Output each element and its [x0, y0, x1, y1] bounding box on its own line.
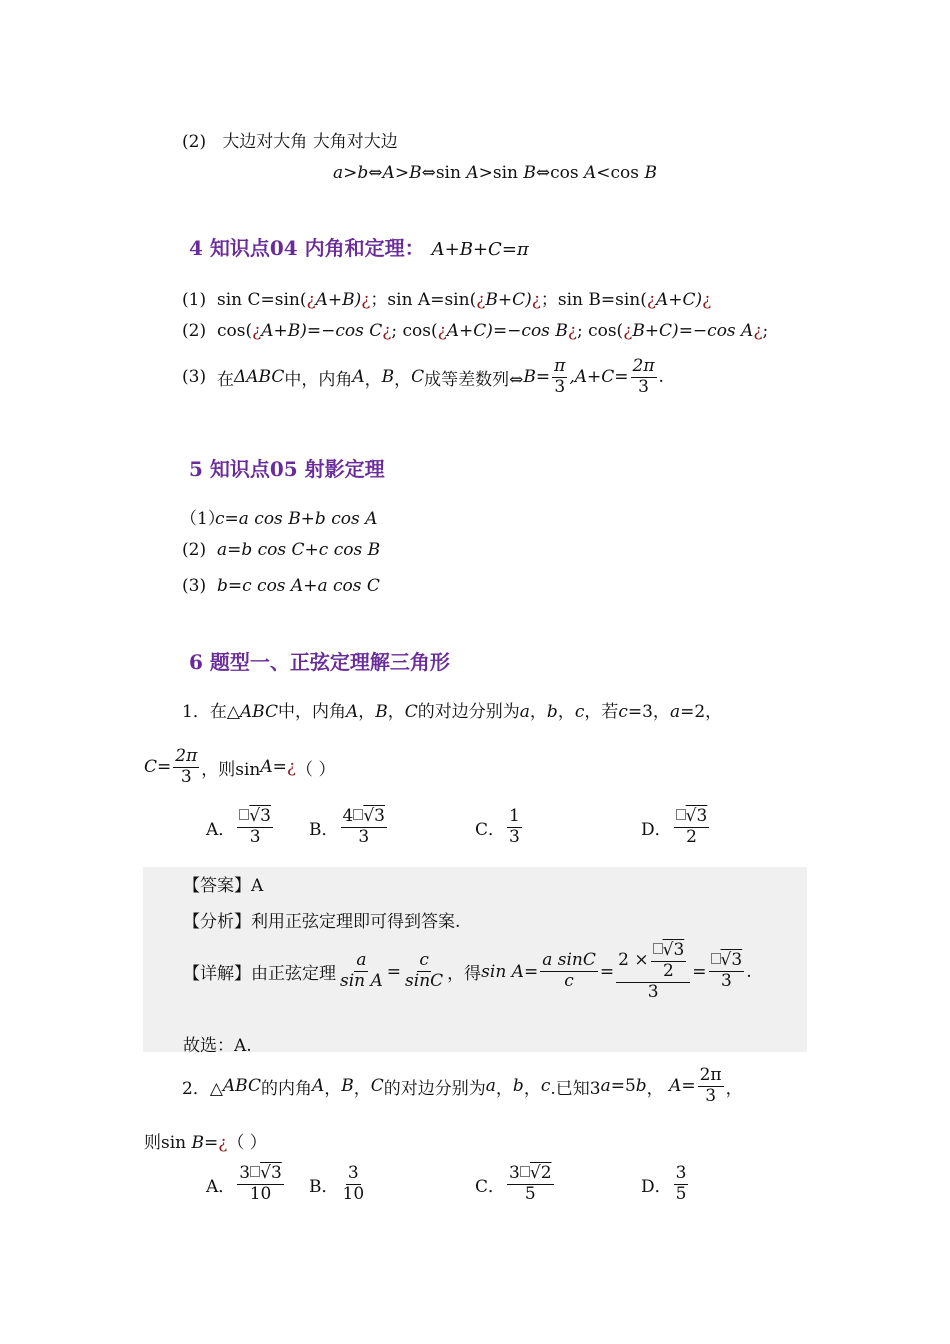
unknown-glyph: ¿: [286, 757, 297, 778]
denominator: 10: [249, 1183, 272, 1204]
unknown-glyph: ¿: [702, 290, 712, 310]
option-label: C．: [475, 1176, 506, 1197]
unknown-glyph: ¿: [252, 321, 262, 341]
text: ，: [646, 1078, 664, 1099]
heading-text: 6 题型一、正弦定理解三角形: [189, 650, 450, 674]
formula-part: ; cos(: [391, 321, 438, 341]
triangle-name: ΔABC: [234, 367, 285, 388]
fraction: [338, 952, 385, 991]
formula-part: A+B): [315, 290, 362, 310]
coefficient: 3: [239, 1163, 251, 1183]
unknown-glyph: ¿: [476, 290, 486, 310]
numerator: √3: [674, 808, 710, 828]
numerator: 2π: [175, 746, 198, 766]
text: =3，: [627, 702, 670, 722]
text: =2，: [680, 702, 723, 722]
heading-text: 5 知识点05 射影定理: [189, 457, 385, 481]
text: .: [746, 961, 752, 982]
formula-part: ⇔: [535, 163, 551, 183]
q1-option-a[interactable]: [206, 808, 275, 847]
section-heading-6: [189, 646, 450, 675]
numerator: a: [356, 950, 367, 971]
var: A: [345, 702, 359, 722]
conclusion-text: 故选：A.: [183, 1036, 252, 1056]
radicand: 3: [673, 940, 685, 960]
q1-option-b[interactable]: [309, 808, 389, 847]
fraction: [651, 942, 687, 981]
text: ，则sin: [201, 759, 261, 780]
unknown-glyph: ¿: [306, 290, 316, 310]
formula-part: A=: [669, 1076, 696, 1097]
text: 【详解】由正弦定理: [183, 964, 336, 985]
projection-line-1: [180, 504, 377, 529]
formula-part: B: [523, 163, 536, 183]
var: A: [311, 1076, 325, 1097]
var: c: [540, 1076, 551, 1097]
unknown-glyph: ¿: [567, 321, 577, 341]
heading-text: 4 知识点04 内角和定理：: [189, 236, 425, 260]
q2-option-c[interactable]: [475, 1165, 556, 1204]
text: ，: [529, 702, 547, 722]
formula-part: cos(: [217, 321, 253, 341]
fraction: [674, 1165, 689, 1204]
denominator: 3: [720, 971, 732, 992]
var: c: [618, 702, 628, 722]
text: =5: [610, 1076, 636, 1097]
denominator: 3: [554, 376, 566, 397]
item-label: (3): [182, 367, 207, 388]
formula-part: A: [466, 163, 479, 183]
inequality-formula: [333, 163, 657, 183]
q1-option-c[interactable]: [475, 808, 524, 847]
question-1-stem-line-2: [144, 748, 335, 787]
option-label: D．: [641, 819, 672, 840]
fraction: [173, 748, 199, 787]
denominator: sinC: [405, 971, 444, 992]
var: b: [546, 702, 558, 722]
numerator: 3 √3: [239, 1163, 282, 1183]
text: 则sin: [144, 1133, 192, 1153]
detail-line: [183, 942, 752, 1002]
numerator: 1: [509, 806, 520, 826]
denominator: 5: [675, 1183, 687, 1204]
denominator: 3: [638, 376, 649, 397]
denominator: 5: [524, 1183, 536, 1204]
text: 2 ×: [618, 950, 649, 971]
numerator: 2π: [699, 1065, 722, 1085]
sum-identity-line-3: [182, 358, 664, 397]
text: 的对边分别为: [417, 702, 520, 722]
coefficient: 3: [509, 1163, 520, 1183]
fraction: [403, 952, 445, 991]
text: ，: [353, 1078, 371, 1099]
formula-part: C=: [144, 757, 172, 778]
question-1-stem-line-1: [182, 697, 722, 722]
text: ，: [523, 1078, 541, 1099]
text: ，: [725, 1078, 743, 1099]
formula: c=a cos B+b cos A: [215, 509, 378, 529]
conclusion-line: [183, 1031, 252, 1056]
unknown-glyph: ¿: [646, 290, 656, 310]
option-label: B．: [309, 1176, 339, 1197]
denominator: 2: [663, 960, 674, 981]
formula-part: B: [409, 163, 422, 183]
answer-text: 【答案】A: [183, 876, 264, 896]
var: C: [370, 1076, 384, 1097]
radicand: 2: [540, 1163, 552, 1183]
radicand: 3: [731, 950, 743, 971]
option-label: B．: [309, 819, 339, 840]
numerator: 3 √2: [509, 1163, 552, 1183]
formula-part: A=: [260, 757, 287, 778]
denominator: 3: [509, 826, 520, 847]
option-label: C．: [475, 819, 506, 840]
text: ，: [324, 1078, 342, 1099]
option-label: A．: [206, 819, 236, 840]
property-text: 大边对大角 大角对大边: [222, 132, 398, 152]
unknown-glyph: ¿: [437, 321, 447, 341]
formula-part: a: [333, 163, 344, 183]
question-2-stem-line-2: [144, 1128, 267, 1153]
unknown-glyph: ¿: [361, 290, 371, 310]
analysis-text: 【分析】利用正弦定理即可得到答案.: [183, 912, 461, 932]
radicand: 3: [260, 806, 271, 826]
question-2-stem-line-1: [182, 1067, 743, 1106]
var: ABC: [239, 702, 278, 722]
formula-part: B+C): [485, 290, 532, 310]
fraction: [616, 942, 690, 1002]
projection-line-3: [182, 576, 380, 596]
text: （ ）: [227, 1133, 267, 1153]
formula-part: sin A=: [481, 961, 539, 982]
formula-part: ⇔: [368, 163, 383, 183]
fraction: [631, 358, 657, 397]
var: C: [411, 367, 425, 388]
numerator: √3: [651, 942, 687, 962]
formula-part: A+C): [655, 290, 703, 310]
numerator: c: [419, 950, 429, 971]
text: ，若: [584, 702, 619, 722]
answer-line: [183, 871, 263, 896]
formula-part: A: [382, 163, 395, 183]
text: ，: [387, 702, 405, 722]
fraction: [237, 808, 273, 847]
formula-part: >sin: [478, 163, 524, 183]
formula-part: b: [357, 163, 369, 183]
formula-part: A+C)=−cos B: [446, 321, 568, 341]
text: 在: [217, 369, 234, 390]
var: B: [375, 702, 388, 722]
radicand: 3: [270, 1163, 282, 1183]
numerator: √3: [237, 808, 273, 828]
formula-part: cos: [550, 163, 585, 183]
var: a: [600, 1076, 611, 1097]
var: c: [574, 702, 585, 722]
fraction: [709, 952, 745, 991]
text: 2．△: [182, 1078, 223, 1099]
formula-part: B: [644, 163, 657, 183]
item-label: (1): [182, 290, 207, 310]
fraction: [341, 1165, 367, 1204]
denominator: 3: [647, 981, 659, 1002]
fraction: [552, 358, 567, 397]
var: ABC: [222, 1076, 261, 1097]
numerator: 4 √3: [342, 806, 385, 826]
formula-part: ；sin B=sin(: [540, 290, 647, 310]
property-line: [182, 127, 398, 152]
coefficient: 4: [342, 806, 354, 826]
unknown-glyph: ¿: [623, 321, 633, 341]
text: ，: [557, 702, 575, 722]
formula-part: >: [394, 163, 410, 183]
var: B: [381, 367, 395, 388]
var: B: [341, 1076, 354, 1097]
denominator: 10: [342, 1183, 365, 1204]
denominator: 2: [686, 826, 697, 847]
text: =: [599, 961, 615, 982]
q2-option-a[interactable]: [206, 1165, 286, 1204]
text: =: [692, 961, 707, 982]
unknown-glyph: ¿: [753, 321, 763, 341]
fraction: [507, 808, 522, 847]
item-label: (2): [182, 132, 207, 152]
denominator: sin A: [340, 971, 383, 992]
denominator: 3: [180, 766, 192, 787]
var: b: [512, 1076, 524, 1097]
var: a: [485, 1076, 496, 1097]
q2-option-d[interactable]: [641, 1165, 690, 1204]
item-label: （1）: [180, 509, 225, 529]
text: ，得: [447, 964, 482, 985]
heading-formula: A+B+C=π: [431, 239, 529, 260]
text: 1．在△: [182, 702, 240, 722]
formula-part: ;: [762, 321, 769, 341]
denominator: c: [564, 971, 574, 992]
formula-part: ,A+C=: [569, 367, 629, 388]
text: .: [658, 367, 664, 388]
denominator: 3: [358, 826, 370, 847]
q1-option-d[interactable]: [641, 808, 711, 847]
section-heading-4: [189, 232, 529, 261]
text: 成等差数列⇔: [424, 369, 524, 390]
fraction: [507, 1165, 554, 1204]
formula-part: sin: [435, 163, 467, 183]
text: ，: [358, 702, 376, 722]
radicand: 3: [696, 806, 708, 826]
text: =: [386, 961, 402, 982]
var: a: [519, 702, 530, 722]
text: （ ）: [296, 759, 336, 780]
text: ，: [394, 369, 412, 390]
radicand: 3: [374, 806, 385, 826]
formula-part: A: [584, 163, 597, 183]
item-label: (2): [182, 540, 207, 560]
var: b: [635, 1076, 647, 1097]
fraction: [698, 1067, 724, 1106]
option-label: D．: [641, 1176, 672, 1197]
projection-line-2: [182, 540, 380, 560]
sum-identity-line-1: [182, 285, 711, 310]
fraction: [341, 808, 388, 847]
section-heading-5: [189, 453, 385, 482]
unknown-glyph: ¿: [218, 1133, 228, 1153]
item-label: (3): [182, 576, 207, 596]
text: ，: [495, 1078, 513, 1099]
text: 的对边分别为: [383, 1078, 486, 1099]
denominator: 3: [705, 1085, 717, 1106]
fraction: [540, 952, 598, 991]
analysis-line: [183, 907, 460, 932]
formula-part: <cos: [596, 163, 645, 183]
fraction: [237, 1165, 284, 1204]
text: 的内角: [260, 1078, 312, 1099]
formula: a=b cos C+c cos B: [217, 540, 381, 560]
numerator: √3: [709, 952, 745, 972]
formula-part: ; cos(: [576, 321, 624, 341]
var: A: [352, 367, 365, 388]
denominator: 3: [249, 826, 261, 847]
formula-part: B=: [191, 1133, 219, 1153]
formula-part: B+C)=−cos A: [632, 321, 754, 341]
text: 中，内角: [277, 702, 346, 722]
sum-identity-line-2: [182, 321, 768, 341]
formula-part: B=: [523, 367, 551, 388]
formula: b=c cos A+a cos C: [217, 576, 380, 596]
text: 中，内角: [284, 369, 353, 390]
formula-part: >: [343, 163, 358, 183]
fraction: [674, 808, 710, 847]
item-label: (2): [182, 321, 207, 341]
numerator: π: [554, 356, 566, 376]
unknown-glyph: ¿: [382, 321, 392, 341]
numerator: 2π: [632, 356, 655, 376]
text: ，: [364, 369, 382, 390]
formula-part: A+B)=−cos C: [261, 321, 383, 341]
formula-part: ；sin A=sin(: [370, 290, 477, 310]
formula-part: ⇔: [421, 163, 436, 183]
numerator: [616, 942, 690, 983]
numerator: 3: [347, 1163, 359, 1183]
q2-option-b[interactable]: [309, 1165, 368, 1204]
var: a: [669, 702, 681, 722]
formula-part: sin C=sin(: [217, 290, 307, 310]
numerator: 3: [675, 1163, 687, 1183]
var: C: [404, 702, 418, 722]
text: .已知3: [550, 1078, 601, 1099]
option-label: A．: [206, 1176, 236, 1197]
unknown-glyph: ¿: [531, 290, 541, 310]
numerator: a sinC: [542, 950, 596, 971]
